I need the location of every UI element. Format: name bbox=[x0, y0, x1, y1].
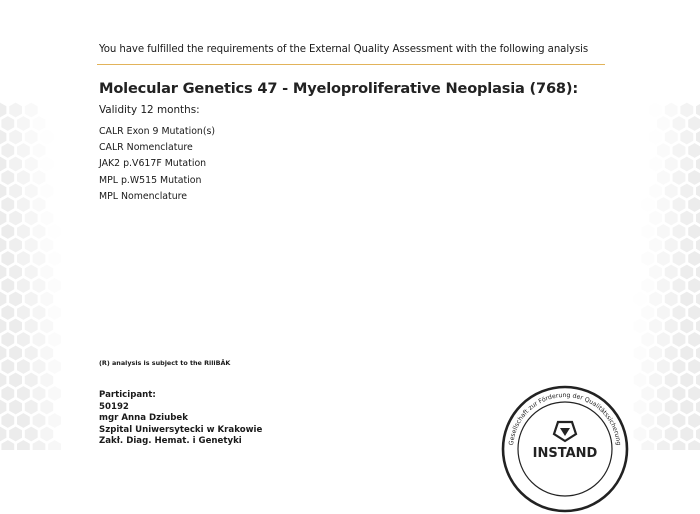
analysis-item: MPL p.W515 Mutation bbox=[99, 174, 202, 186]
participant-institution: Szpital Uniwersytecki w Krakowie bbox=[99, 424, 263, 435]
eqa-title: Molecular Genetics 47 - Myeloproliferative Neoplasia (768): bbox=[99, 80, 578, 97]
participant-label: Participant: bbox=[99, 390, 156, 400]
intro-text: You have fulfilled the requirements of the External Quality Assessment with the following analysis bbox=[99, 44, 589, 55]
analysis-item: CALR Exon 9 Mutation(s) bbox=[99, 126, 216, 137]
divider-rule bbox=[97, 64, 605, 65]
participant-department: Zakł. Diag. Hemat. i Genetyki bbox=[99, 436, 242, 447]
validity-label: Validity 12 months: bbox=[99, 104, 200, 116]
participant-name: mgr Anna Dziubek bbox=[99, 413, 188, 424]
instand-seal-logo bbox=[500, 384, 630, 514]
participant-block bbox=[99, 390, 262, 448]
analysis-item: JAK2 p.V617F Mutation bbox=[99, 158, 207, 170]
analysis-item: CALR Nomenclature bbox=[99, 142, 193, 154]
seal-name: INSTAND bbox=[532, 446, 598, 461]
seal-ring-text: Gesellschaft zur Förderung der Qualitätssicherung bbox=[508, 391, 622, 446]
analysis-list bbox=[99, 124, 215, 205]
analysis-item: MPL Nomenclature bbox=[99, 190, 188, 202]
participant-id: 50192 bbox=[99, 401, 129, 412]
rilibak-footnote: (R) analysis is subject to the RiliBÄK bbox=[99, 359, 231, 367]
